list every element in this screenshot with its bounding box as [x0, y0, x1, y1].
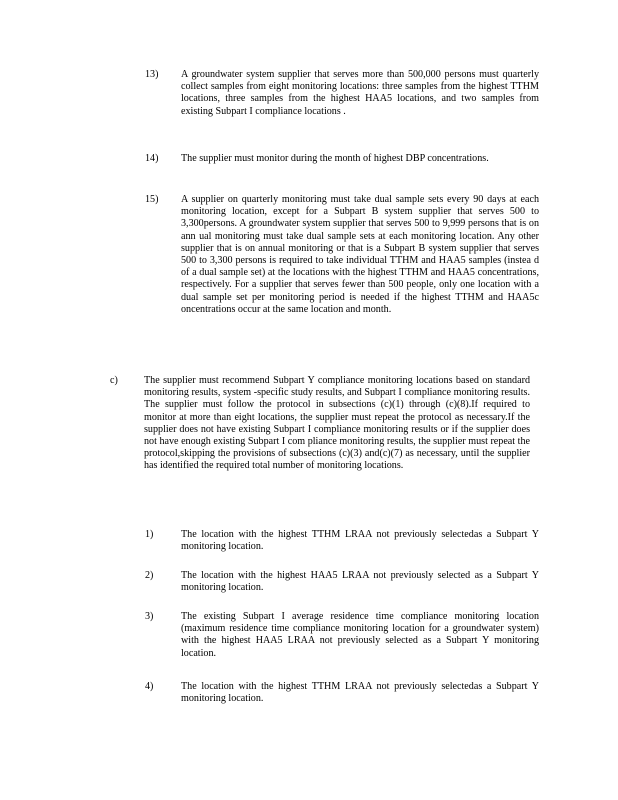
item-text: The location with the highest TTHM LRAA not previously selectedas a Subpart Y monitoring location.: [181, 529, 539, 553]
item-text: The supplier must monitor during the month of highest DBP concentrations.: [181, 153, 489, 164]
item-text: A supplier on quarterly monitoring must take dual sample sets every 90 days at each monitoring location, except for a Subpart B system supplier that serves 500 to 3,300persons. A groundwater system supplier that serves 500 to 9,999 persons that is on ann ual monitoring must take dual sample sets at each monitoring location. Any other supplier that is on annual monitoring or that is a Subpart B system supplier that serves 500 to 3,300 persons is required to take individual TTHM and HAA5 samples (instea d of a dual sample set) at the locations with the highest TTHM and HAA5 concentrations, respectively. For a supplier that serves fewer than 500 people, only one location with a dual sample set per monitoring period is needed if the highest TTHM and HAA5c oncentrations occur at the same location and month.: [181, 194, 539, 315]
item-number: 14): [145, 153, 159, 164]
item-number: 3): [145, 611, 154, 622]
item-number: c): [110, 375, 118, 386]
item-text: The existing Subpart I average residence time compliance monitoring location (maximum residence time compliance monitoring location for a groundwater system) with the highest HAA5 LRAA not previously selected as a Subpart Y monitoring location.: [181, 611, 539, 659]
item-text: The supplier must recommend Subpart Y compliance monitoring locations based on standard monitoring results, system -specific study results, and Subpart I compliance monitoring results. The supplier must follow the protocol in subsections (c)(1) through (c)(8).If required to monitor at more than eight locations, the supplier must repeat the protocol as necessary.If the supplier does not have existing Subpart I compliance monitoring results or if the supplier does not have enough existing Subpart I com pliance monitoring results, the supplier must repeat the protocol,skipping the provisions of subsections (c)(3) and(c)(7) as necessary, until the supplier has identified the required total number of monitoring locations.: [144, 375, 530, 472]
item-number: 15): [145, 194, 159, 205]
item-number: 2): [145, 570, 154, 581]
item-number: 4): [145, 681, 154, 692]
item-text: The location with the highest HAA5 LRAA not previously selected as a Subpart Y monitoring location.: [181, 570, 539, 594]
item-number: 13): [145, 69, 159, 80]
item-text: A groundwater system supplier that serves more than 500,000 persons must quarterly collect samples from eight monitoring locations: three samples from the highest TTHM locations, three samples from the highest HAA5 locations, and two samples from existing Subpart I compliance locations .: [181, 69, 539, 117]
item-number: 1): [145, 529, 154, 540]
item-text: The location with the highest TTHM LRAA not previously selectedas a Subpart Y monitoring location.: [181, 681, 539, 705]
